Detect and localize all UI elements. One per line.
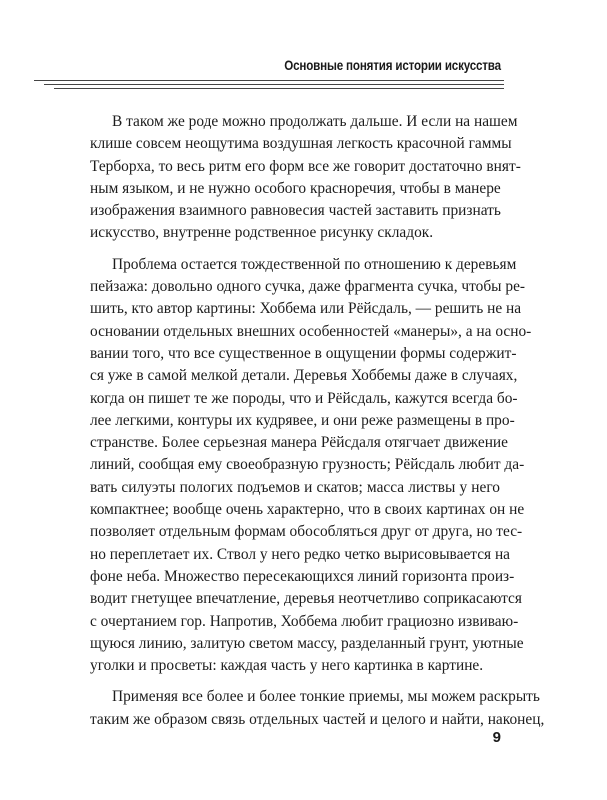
text-line: шить, кто автор картины: Хоббема или Рёйсдаль, — решить не на [90, 300, 522, 318]
text-line: странстве. Более серьезная манера Рёйсдаля отягчает движение [90, 434, 508, 452]
text-line: искусство, внутренне родственное рисунку складок. [90, 224, 434, 242]
header-rules [0, 80, 607, 100]
text-line: позволяет отдельным формам обособляться друг от друга, но тес- [90, 523, 523, 541]
text-line: вать силуэты пологих подъемов и скатов; масса листвы у него [90, 478, 500, 496]
page-number: 9 [492, 729, 501, 746]
text-line: линий, сообщая ему своеобразную грузность; Рёйсдаль любит да- [90, 456, 525, 474]
text-line: основании отдельных внешних особенностей «манеры», а на осно- [90, 322, 532, 340]
text-line: В таком же роде можно продолжать дальше. И если на нашем [112, 113, 518, 130]
text-line: когда он пишет те же породы, что и Рёйсдаль, кажутся всегда бо- [90, 389, 518, 407]
text-line: ным языком, и не нужно особого красноречия, чтобы в манере [90, 179, 501, 197]
text-line: лее легкими, контуры их кудрявее, и они реже размещены в про- [90, 411, 515, 429]
body-text [90, 111, 545, 740]
header-rule-1 [34, 80, 504, 81]
text-line: компактнее; вообще очень характерно, что в своих картинах он не [90, 501, 525, 519]
text-line: пейзажа: довольно одного сучка, даже фрагмента сучка, чтобы ре- [90, 278, 526, 296]
text-line: водит гнетущее впечатление, деревья неотчетливо соприкасаются [90, 590, 522, 608]
text-line: клише совсем неощутима воздушная легкость красочной гаммы [90, 135, 512, 153]
text-line: Терборха, то весь ритм его форм все же говорит достаточно внят- [90, 157, 521, 175]
text-line: с очертанием гор. Напротив, Хоббема любит грациозно извиваю- [90, 612, 519, 630]
header-rule-2 [44, 84, 504, 85]
running-head: Основные понятия истории искусства [284, 58, 501, 73]
text-line: Проблема остается тождественной по отношению к деревьям [112, 255, 517, 273]
text-line: вании того, что все существенное в ощущении формы содержит- [90, 344, 517, 362]
text-line: уголки и просветы: каждая часть у него картинка в картине. [90, 657, 484, 675]
text-line: ся уже в самой мелкой детали. Деревья Хоббемы даже в случаях, [90, 367, 518, 385]
header-rule-3 [54, 88, 504, 89]
paragraph [90, 254, 532, 678]
text-line: Применяя все более и более тонкие приемы, мы можем раскрыть [112, 688, 540, 706]
text-line: фоне неба. Множество пересекающихся линий горизонта произ- [90, 567, 515, 585]
text-line: но переплетает их. Ствол у него редко четко вырисовывается на [90, 545, 511, 563]
text-line: таким же образом связь отдельных частей и целого и найти, наконец, [90, 710, 545, 728]
paragraph [90, 111, 521, 245]
text-line: щуюся линию, залитую светом массу, разделанный грунт, уютные [90, 634, 524, 652]
paragraph [90, 686, 545, 731]
text-line: изображения взаимного равновесия частей заставить признать [90, 202, 501, 220]
